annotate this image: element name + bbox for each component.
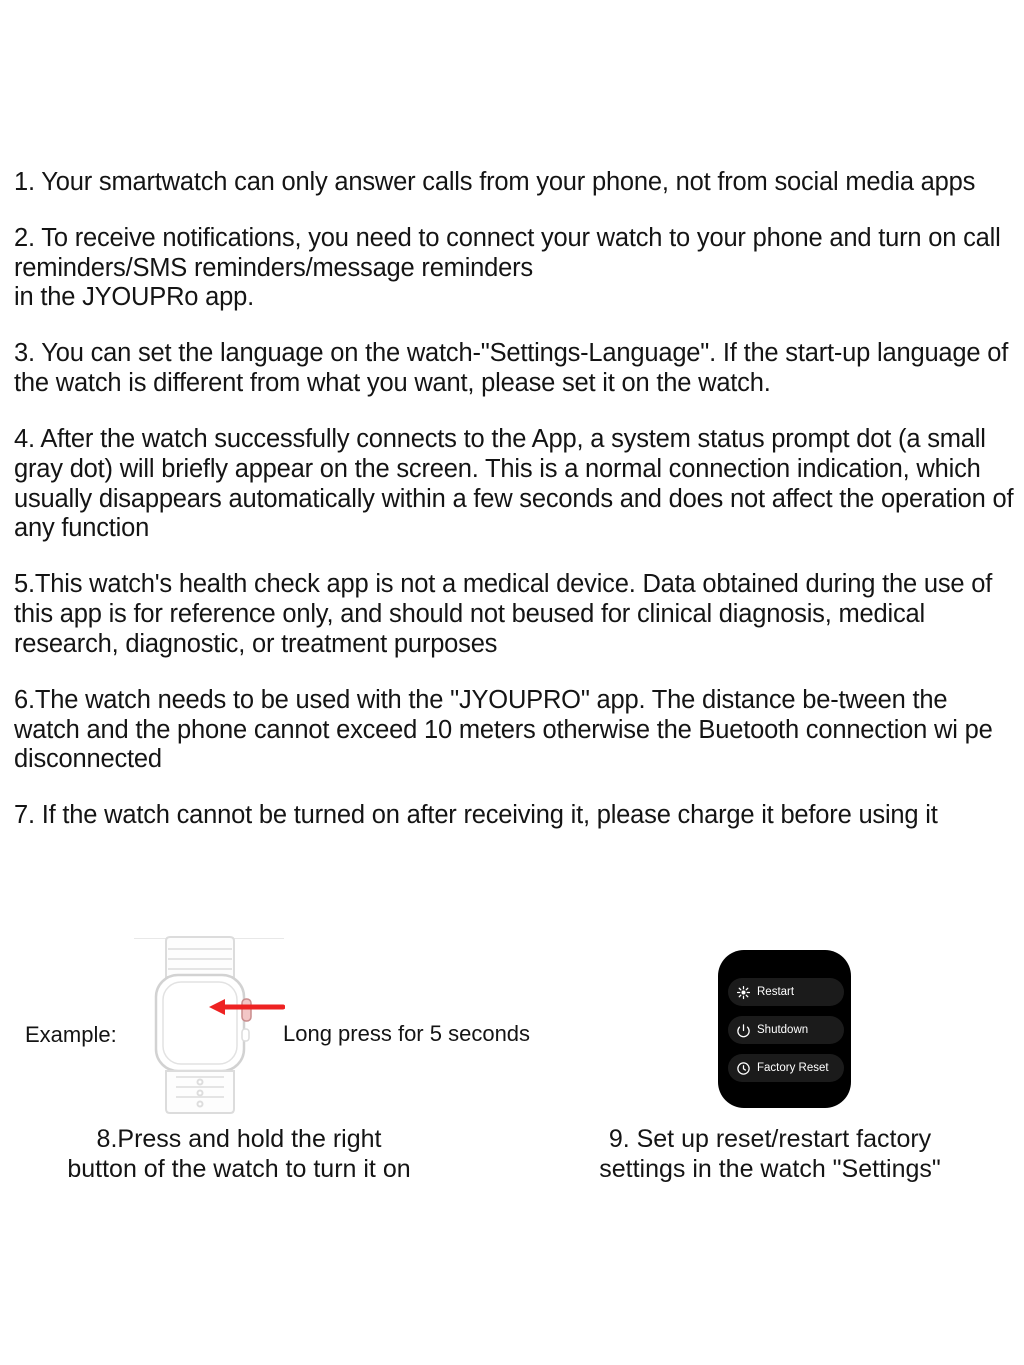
note-item: 2. To receive notifications, you need to connect your watch to your phone and turn on call reminders/SMS reminders/message reminders in the JYOUPRo app.: [14, 223, 1001, 312]
watch-settings-menu: [718, 950, 851, 1108]
menu-item-factory-reset[interactable]: [728, 1054, 844, 1082]
example-label: Example:: [25, 1022, 117, 1047]
menu-item-label: Shutdown: [757, 1024, 809, 1036]
menu-item-shutdown[interactable]: [728, 1016, 844, 1044]
long-press-label: Long press for 5 seconds: [283, 1021, 531, 1046]
note-item: 7. If the watch cannot be turned on after receiving it, please charge it before using it: [14, 801, 938, 830]
menu-item-label: Restart: [757, 986, 795, 998]
caption-factory-settings: 9. Set up reset/restart factory settings in the watch "Settings": [599, 1125, 941, 1183]
watch-illustration: [130, 935, 290, 1120]
menu-item-label: Factory Reset: [757, 1062, 829, 1074]
menu-item-restart[interactable]: [728, 978, 844, 1006]
note-item: 5.This watch's health check app is not a medical device. Data obtained during the use of this app is for reference only, and should not beused for clinical diagnosis, medical research, diagnostic, or treatment purposes: [14, 570, 993, 658]
pointer-arrow-icon: [205, 995, 285, 1019]
factory-reset-icon: [736, 1061, 751, 1076]
note-item: 6.The watch needs to be used with the "JYOUPRO" app. The distance be-tween the watch and the phone cannot exceed 10 meters otherwise the Buetooth connection wi pe disconnected: [14, 685, 993, 774]
note-item: 4. After the watch successfully connects to the App, a system status prompt dot (a small gray dot) will briefly appear on the screen. This is a normal connection indication, which usually disappears automatically within a few seconds and does not affect the operation of any function: [14, 424, 1014, 543]
restart-icon: [736, 985, 751, 1000]
caption-press-hold: 8.Press and hold the right button of the watch to turn it on: [67, 1125, 411, 1183]
note-item: 3. You can set the language on the watch-"Settings-Language". If the start-up language of the watch is different from what you want, please set it on the watch.: [14, 339, 1009, 398]
power-icon: [736, 1023, 751, 1038]
notes-list: [14, 168, 1014, 831]
note-item: 1. Your smartwatch can only answer calls from your phone, not from social media apps: [14, 168, 976, 196]
